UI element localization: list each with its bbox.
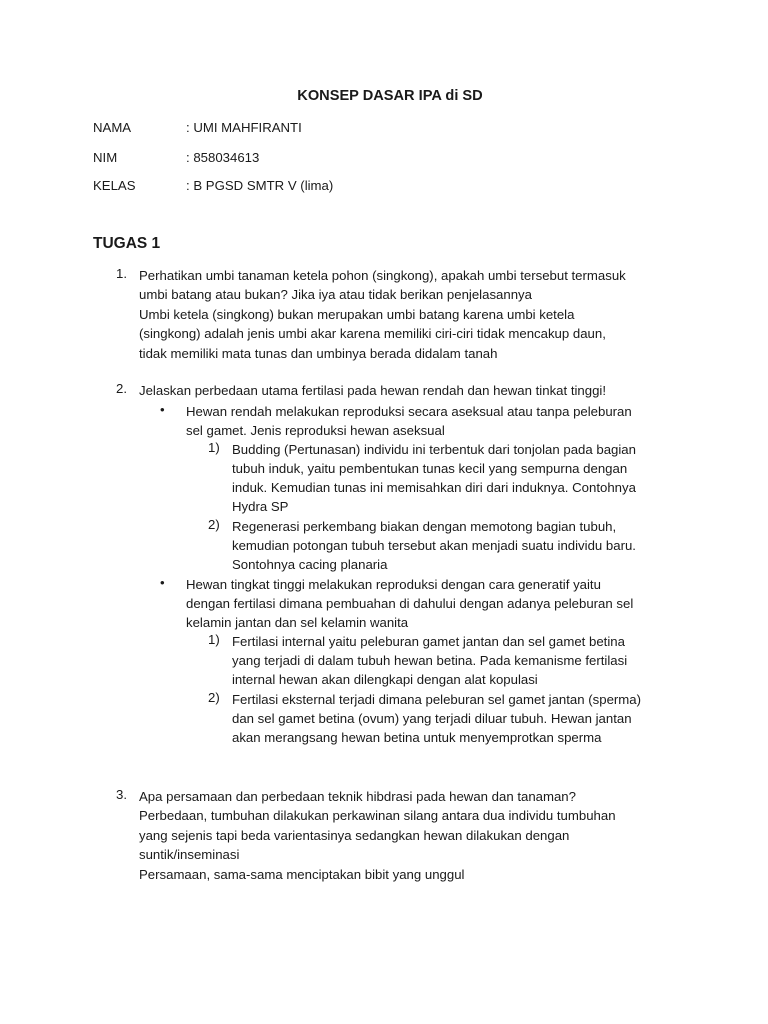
- sub-item-line: Fertilasi eksternal terjadi dimana peleburan sel gamet jantan (sperma): [232, 692, 642, 707]
- sub-item-line: Fertilasi internal yaitu peleburan gamet jantan dan sel gamet betina: [232, 634, 625, 649]
- sub-item-text: [232, 440, 684, 516]
- sub-item-line: Budding (Pertunasan) individu ini terbentuk dari tonjolan pada bagian: [232, 442, 636, 457]
- sub-item-number: 2): [208, 690, 220, 705]
- sub-item-line: induk. Kemudian tunas ini memisahkan diri dari induknya. Contohnya: [232, 480, 636, 495]
- identity-value-nama: : UMI MAHFIRANTI: [186, 120, 302, 135]
- question-3-text: [139, 787, 684, 884]
- sub-item-line: tubuh induk, yaitu pembentukan tunas kecil yang sempurna dengan: [232, 461, 628, 476]
- sub-item-line: akan merangsang hewan betina untuk menyemprotkan sperma: [232, 730, 602, 745]
- answer-3-line: suntik/inseminasi: [139, 847, 240, 863]
- bullet-2-text: [186, 575, 686, 632]
- sub-item-line: Hydra SP: [232, 499, 289, 514]
- question-2-line: Jelaskan perbedaan utama fertilasi pada hewan rendah dan hewan tinkat tinggi!: [139, 383, 607, 398]
- bullet-1-line: Hewan rendah melakukan reproduksi secara aseksual atau tanpa peleburan: [186, 404, 632, 419]
- identity-label-nim: NIM: [93, 150, 118, 165]
- bullet-marker: •: [160, 402, 165, 417]
- bullet-2-line: dengan fertilasi dimana pembuahan di dahului dengan adanya peleburan sel: [186, 596, 634, 611]
- identity-label-kelas: KELAS: [93, 178, 136, 193]
- question-1-number: 1.: [116, 266, 127, 281]
- answer-3-line: Perbedaan, tumbuhan dilakukan perkawinan silang antara dua individu tumbuhan: [139, 808, 616, 824]
- identity-value-nim: : 858034613: [186, 150, 260, 165]
- bullet-2-line: kelamin jantan dan sel kelamin wanita: [186, 615, 409, 630]
- question-1-text: [139, 266, 684, 363]
- bullet-1-line: sel gamet. Jenis reproduksi hewan aseksual: [186, 423, 445, 438]
- sub-item-line: internal hewan akan dilengkapi dengan alat kopulasi: [232, 672, 538, 687]
- task-heading: TUGAS 1: [93, 235, 161, 252]
- question-2-number: 2.: [116, 381, 127, 396]
- question-2-text: [139, 381, 684, 400]
- sub-item-line: dan sel gamet betina (ovum) yang terjadi diluar tubuh. Hewan jantan: [232, 711, 632, 726]
- sub-item-number: 1): [208, 632, 220, 647]
- question-1-line: umbi batang atau bukan? Jika iya atau tidak berikan penjelasannya: [139, 287, 532, 303]
- answer-1-line: Umbi ketela (singkong) bukan merupakan umbi batang karena umbi ketela: [139, 306, 575, 322]
- bullet-marker: •: [160, 575, 165, 590]
- sub-item-line: yang terjadi di dalam tubuh hewan betina. Pada kemanisme fertilasi: [232, 653, 628, 668]
- sub-item-number: 2): [208, 517, 220, 532]
- answer-3-line: yang sejenis tapi beda varientasinya sedangkan hewan dilakukan dengan: [139, 827, 570, 843]
- bullet-1-text: [186, 402, 686, 440]
- question-3-number: 3.: [116, 787, 127, 802]
- identity-value-kelas: : B PGSD SMTR V (lima): [186, 178, 334, 193]
- question-1-line: Perhatikan umbi tanaman ketela pohon (singkong), apakah umbi tersebut termasuk: [139, 268, 626, 283]
- bullet-2-line: Hewan tingkat tinggi melakukan reproduksi dengan cara generatif yaitu: [186, 577, 601, 592]
- sub-item-line: kemudian potongan tubuh tersebut akan menjadi suatu individu baru.: [232, 538, 636, 553]
- identity-label-nama: NAMA: [93, 120, 132, 135]
- sub-item-line: Regenerasi perkembang biakan dengan memotong bagian tubuh,: [232, 519, 617, 534]
- sub-item-text: [232, 517, 684, 574]
- answer-1-line: tidak memiliki mata tunas dan umbinya berada didalam tanah: [139, 345, 498, 361]
- answer-1-line: (singkong) adalah jenis umbi akar karena memiliki ciri-ciri tidak mencakup daun,: [139, 326, 606, 342]
- page-title: KONSEP DASAR IPA di SD: [297, 88, 483, 104]
- sub-item-text: [232, 690, 684, 747]
- sub-item-line: Sontohnya cacing planaria: [232, 557, 388, 572]
- answer-3-line: Persamaan, sama-sama menciptakan bibit yang unggul: [139, 866, 465, 882]
- sub-item-number: 1): [208, 440, 220, 455]
- question-3-line: Apa persamaan dan perbedaan teknik hibdrasi pada hewan dan tanaman?: [139, 789, 576, 804]
- sub-item-text: [232, 632, 684, 689]
